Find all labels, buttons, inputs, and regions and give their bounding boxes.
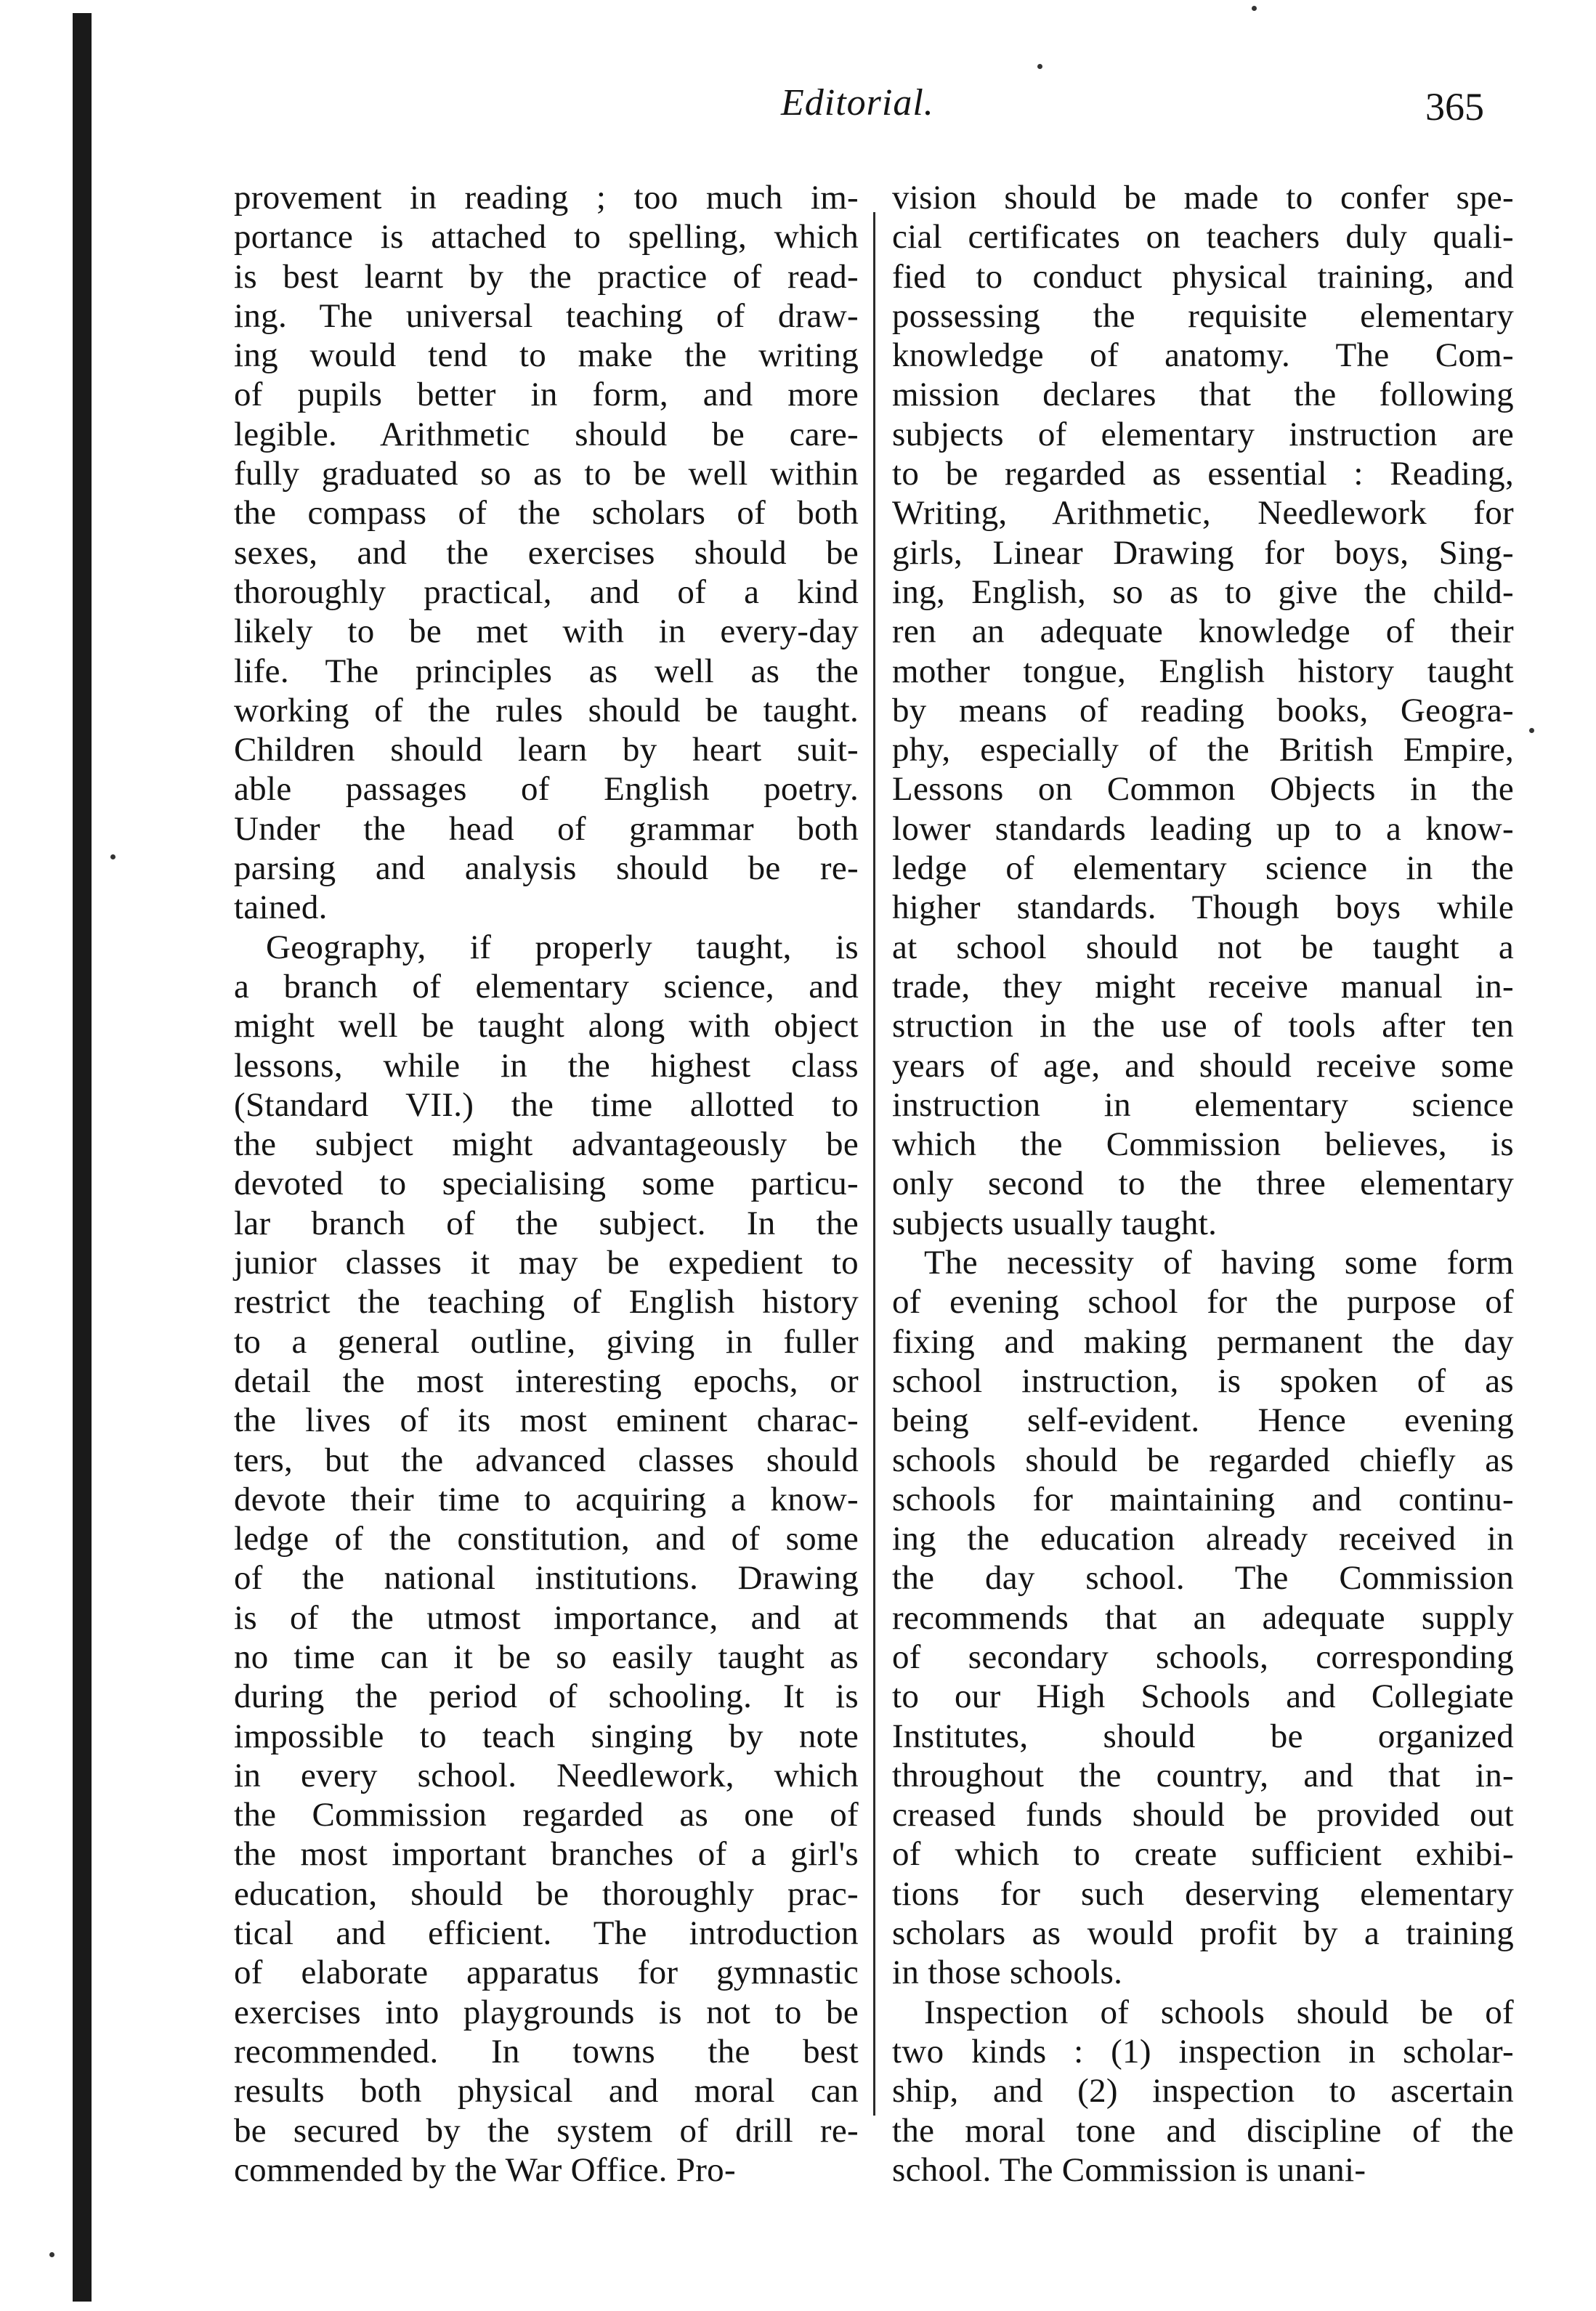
text-line: devote their time to acquiring a know- xyxy=(234,1480,859,1518)
text-line: which the Commission believes, is xyxy=(892,1125,1514,1164)
text-line: is best learnt by the practice of read- xyxy=(234,257,859,296)
text-line: the moral tone and discipline of the xyxy=(892,2111,1514,2150)
text-line: instruction in elementary science xyxy=(892,1085,1514,1124)
text-line: ing the education already received in xyxy=(892,1520,1514,1558)
text-line: mother tongue, English history taught xyxy=(892,652,1514,690)
text-line: of secondary schools, corresponding xyxy=(892,1638,1514,1676)
text-line: lessons, while in the highest class xyxy=(234,1046,859,1085)
text-line: education, should be thoroughly prac- xyxy=(234,1874,859,1913)
text-line: impossible to teach singing by note xyxy=(234,1717,859,1755)
text-line: phy, especially of the British Empire, xyxy=(892,731,1514,769)
text-line: lower standards leading up to a know- xyxy=(892,809,1514,848)
text-line: junior classes it may be expedient to xyxy=(234,1244,859,1282)
text-line: of pupils better in form, and more xyxy=(234,376,859,414)
text-line: no time can it be so easily taught as xyxy=(234,1638,859,1676)
text-line: able passages of English poetry. xyxy=(234,770,859,809)
text-line: to our High Schools and Collegiate xyxy=(892,1677,1514,1716)
text-line: the subject might advantageously be xyxy=(234,1125,859,1164)
text-line: recommended. In towns the best xyxy=(234,2032,859,2071)
text-line: the lives of its most eminent charac- xyxy=(234,1401,859,1440)
text-line: Inspection of schools should be of xyxy=(924,1993,1514,2031)
text-line: life. The principles as well as the xyxy=(234,652,859,690)
text-line: ledge of elementary science in the xyxy=(892,849,1514,888)
text-line: creased funds should be provided out xyxy=(892,1796,1514,1834)
left-column xyxy=(234,178,859,2190)
text-line: ren an adequate knowledge of their xyxy=(892,612,1514,651)
text-line: tained. xyxy=(234,889,328,927)
text-line: provement in reading ; too much im- xyxy=(234,179,859,216)
text-line: the Commission regarded as one of xyxy=(234,1796,859,1834)
text-line: legible. Arithmetic should be care- xyxy=(234,415,859,453)
text-line: of which to create sufficient exhibi- xyxy=(892,1835,1514,1874)
text-line: struction in the use of tools after ten xyxy=(892,1007,1514,1045)
text-line: schools for maintaining and continu- xyxy=(892,1480,1514,1518)
text-line: being self-evident. Hence evening xyxy=(892,1401,1514,1440)
text-line: lar branch of the subject. In the xyxy=(234,1204,859,1242)
stray-ink-mark xyxy=(49,2252,54,2257)
text-line: ters, but the advanced classes should xyxy=(234,1441,859,1479)
text-line: in those schools. xyxy=(892,1954,1123,1992)
text-line: fixing and making permanent the day xyxy=(892,1322,1514,1361)
text-line: likely to be met with in every-day xyxy=(234,612,859,651)
text-line: parsing and analysis should be re- xyxy=(234,849,859,888)
text-line: the most important branches of a girl's xyxy=(234,1835,859,1874)
stray-ink-mark xyxy=(1037,64,1042,69)
text-line: school instruction, is spoken of as xyxy=(892,1361,1514,1400)
text-line: the day school. The Commission xyxy=(892,1559,1514,1598)
text-line: cial certificates on teachers duly quali- xyxy=(892,218,1514,256)
text-line: higher standards. Though boys while xyxy=(892,889,1514,927)
text-line: recommends that an adequate supply xyxy=(892,1598,1514,1637)
text-line: exercises into playgrounds is not to be xyxy=(234,1993,859,2031)
text-line: be secured by the system of drill re- xyxy=(234,2111,859,2150)
text-line: Institutes, should be organized xyxy=(892,1717,1514,1755)
text-line: of the national institutions. Drawing xyxy=(234,1559,859,1598)
text-line: throughout the country, and that in- xyxy=(892,1756,1514,1794)
text-line: by means of reading books, Geogra- xyxy=(892,691,1514,729)
text-line: results both physical and moral can xyxy=(234,2072,859,2110)
text-line: mission declares that the following xyxy=(892,376,1514,414)
text-line: only second to the three elementary xyxy=(892,1165,1514,1203)
text-line: ing would tend to make the writing xyxy=(234,336,859,375)
stray-ink-mark xyxy=(1529,728,1534,733)
text-line: might well be taught along with object xyxy=(234,1007,859,1045)
text-line: Under the head of grammar both xyxy=(234,809,859,848)
text-line: scholars as would profit by a training xyxy=(892,1914,1514,1953)
text-line: to be regarded as essential : Reading, xyxy=(892,455,1514,493)
text-line: in every school. Needlework, which xyxy=(234,1756,859,1794)
text-line: is of the utmost importance, and at xyxy=(234,1598,859,1637)
text-line: school. The Commission is unani- xyxy=(892,2150,1366,2189)
text-line: (Standard VII.) the time allotted to xyxy=(234,1085,859,1124)
text-line: fied to conduct physical training, and xyxy=(892,257,1514,296)
text-line: Lessons on Common Objects in the xyxy=(892,770,1514,809)
running-head: Editorial. xyxy=(781,82,934,124)
column-divider xyxy=(873,212,875,2116)
text-line: portance is attached to spelling, which xyxy=(234,218,859,256)
stray-ink-mark xyxy=(110,854,116,859)
text-line: devoted to specialising some particu- xyxy=(234,1165,859,1203)
text-line: tical and efficient. The introduction xyxy=(234,1914,859,1953)
text-line: a branch of elementary science, and xyxy=(234,967,859,1005)
text-line: of elaborate apparatus for gymnastic xyxy=(234,1954,859,1992)
text-line: ledge of the constitution, and of some xyxy=(234,1520,859,1558)
text-line: trade, they might receive manual in- xyxy=(892,967,1514,1005)
text-line: sexes, and the exercises should be xyxy=(234,533,859,572)
text-line: during the period of schooling. It is xyxy=(234,1677,859,1716)
text-line: Geography, if properly taught, is xyxy=(266,928,859,966)
text-line: two kinds : (1) inspection in scholar- xyxy=(892,2032,1514,2071)
text-line: restrict the teaching of English history xyxy=(234,1283,859,1322)
text-line: girls, Linear Drawing for boys, Sing- xyxy=(892,533,1514,572)
text-line: schools should be regarded chiefly as xyxy=(892,1441,1514,1479)
text-line: thoroughly practical, and of a kind xyxy=(234,572,859,611)
text-line: tions for such deserving elementary xyxy=(892,1874,1514,1913)
text-line: the compass of the scholars of both xyxy=(234,494,859,533)
text-line: detail the most interesting epochs, or xyxy=(234,1361,859,1400)
text-line: Writing, Arithmetic, Needlework for xyxy=(892,494,1514,533)
text-line: subjects usually taught. xyxy=(892,1204,1218,1242)
stray-ink-mark xyxy=(1252,6,1257,11)
text-line: ship, and (2) inspection to ascertain xyxy=(892,2072,1514,2110)
text-line: possessing the requisite elementary xyxy=(892,296,1514,335)
text-line: ing. The universal teaching of draw- xyxy=(234,296,859,335)
text-line: of evening school for the purpose of xyxy=(892,1283,1514,1322)
text-line: subjects of elementary instruction are xyxy=(892,415,1514,453)
text-line: fully graduated so as to be well within xyxy=(234,455,859,493)
text-line: to a general outline, giving in fuller xyxy=(234,1322,859,1361)
binding-edge xyxy=(73,13,92,2302)
text-line: at school should not be taught a xyxy=(892,928,1514,966)
right-column xyxy=(892,178,1514,2190)
text-line: commended by the War Office. Pro- xyxy=(234,2150,736,2189)
text-line: ing, English, so as to give the child- xyxy=(892,572,1514,611)
text-line: vision should be made to confer spe- xyxy=(892,179,1514,216)
text-line: knowledge of anatomy. The Com- xyxy=(892,336,1514,375)
text-line: Children should learn by heart suit- xyxy=(234,731,859,769)
text-line: The necessity of having some form xyxy=(924,1244,1514,1282)
text-line: years of age, and should receive some xyxy=(892,1046,1514,1085)
text-line: working of the rules should be taught. xyxy=(234,691,859,729)
page-number: 365 xyxy=(1425,85,1484,129)
